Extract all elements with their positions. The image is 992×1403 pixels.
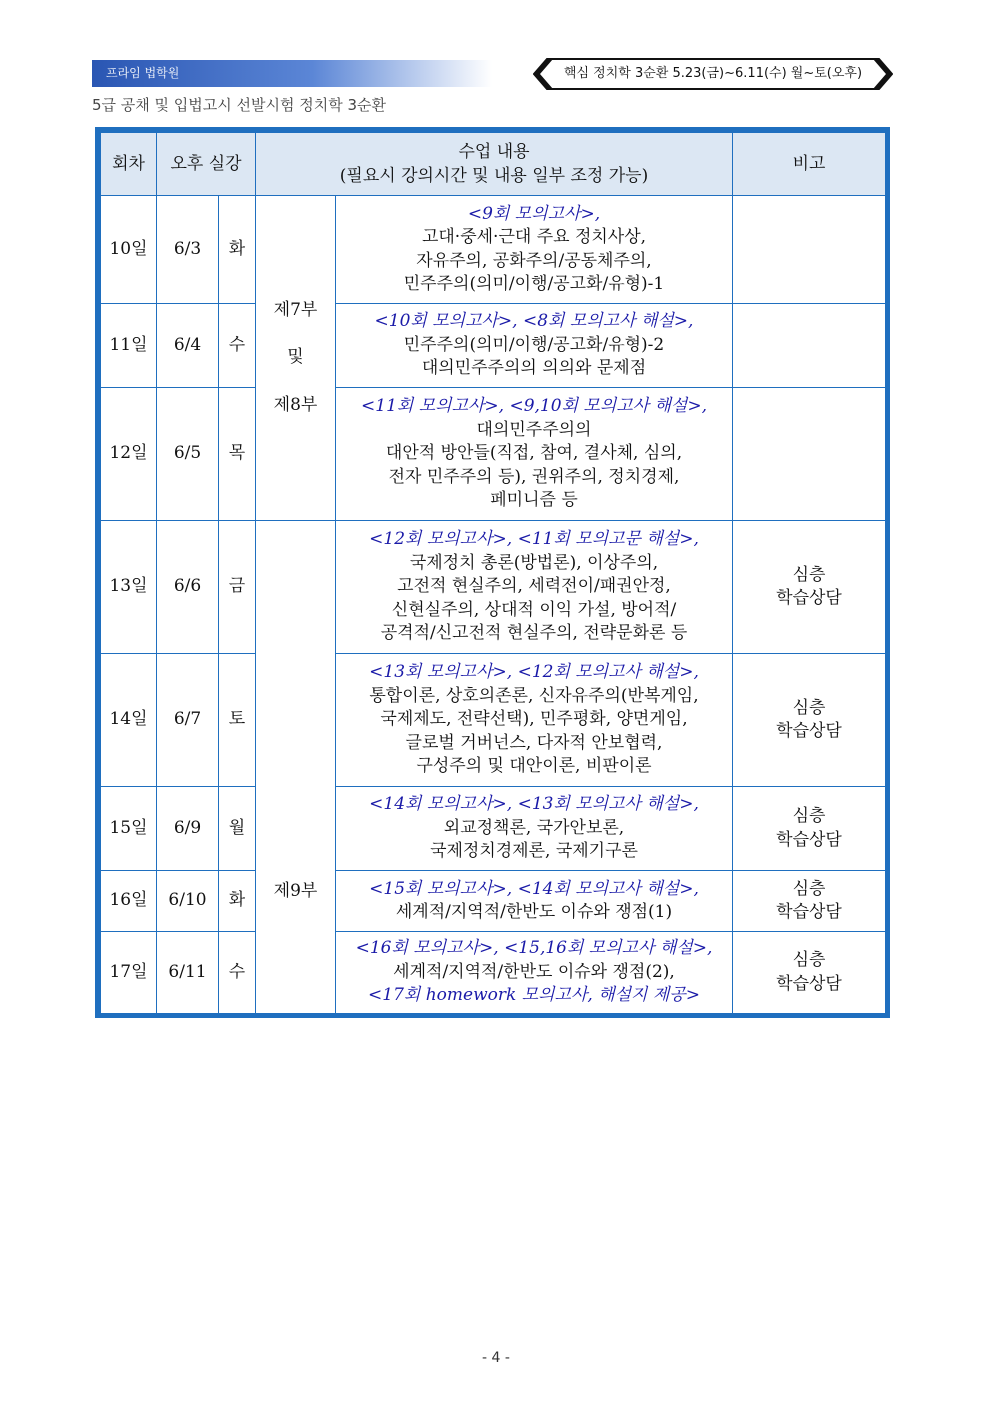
mock-exam-highlight: <14회 모의고사>, <13회 모의고사 해설>,	[369, 794, 699, 815]
note-cell	[733, 196, 886, 304]
note-line: 학습상담	[776, 721, 842, 741]
content-line: 민주주의(의미/이행/공고화/유형)-1	[403, 274, 665, 294]
group-cell-part9	[256, 521, 336, 1014]
note-cell	[733, 787, 886, 871]
note-cell	[733, 932, 886, 1014]
content-line: 신현실주의, 상대적 이익 가설, 방어적/	[391, 599, 677, 620]
schedule-table	[100, 132, 886, 1014]
header-session: 회차	[101, 133, 157, 196]
session-cell: 11일	[101, 304, 157, 388]
table-row	[101, 932, 886, 1014]
day-cell: 목	[219, 388, 256, 521]
header-content	[256, 133, 733, 196]
academy-brand-name: 프라임 법학원	[106, 66, 180, 80]
date-cell: 6/3	[157, 196, 219, 304]
day-cell: 화	[219, 196, 256, 304]
day-cell: 토	[219, 654, 256, 787]
group-line: 제7부	[273, 299, 318, 320]
mock-exam-highlight: <12회 모의고사>, <11회 모의고문 해설>,	[369, 529, 699, 550]
mock-exam-highlight: <9회 모의고사>,	[467, 203, 601, 224]
note-line: 심층	[792, 878, 826, 899]
content-line: 대안적 방안들(직접, 참여, 결사체, 심의,	[385, 443, 683, 464]
content-cell	[336, 388, 733, 521]
day-cell: 수	[219, 932, 256, 1014]
content-line: 국제정치경제론, 국제기구론	[430, 841, 638, 862]
date-cell: 6/11	[157, 932, 219, 1014]
header-content-line2: (필요시 강의시간 및 내용 일부 조정 가능)	[339, 166, 649, 186]
header-content-line1: 수업 내용	[458, 142, 530, 162]
academy-brand-banner	[92, 60, 492, 87]
note-line: 심층	[792, 806, 826, 826]
note-cell	[733, 304, 886, 388]
content-cell	[336, 304, 733, 388]
content-line: 자유주의, 공화주의/공동체주의,	[416, 250, 652, 271]
content-line: 고전적 현실주의, 세력전이/패권안정,	[397, 576, 671, 597]
mock-exam-highlight: <10회 모의고사>, <8회 모의고사 해설>,	[374, 311, 694, 332]
course-tag	[533, 58, 893, 90]
content-line: 대의민주주의의	[476, 419, 592, 440]
group-cell-part7-8	[256, 196, 336, 521]
content-line: 국제정치 총론(방법론), 이상주의,	[409, 552, 659, 573]
content-line: 글로벌 거버넌스, 다자적 안보협력,	[405, 732, 663, 753]
group-line: 제8부	[273, 394, 318, 415]
note-line: 심층	[792, 697, 826, 718]
content-cell	[336, 787, 733, 871]
date-cell: 6/9	[157, 787, 219, 871]
session-cell: 17일	[101, 932, 157, 1014]
note-line: 학습상담	[776, 902, 842, 922]
session-cell: 16일	[101, 871, 157, 932]
note-cell	[733, 871, 886, 932]
table-row	[101, 787, 886, 871]
content-line: 전자 민주주의 등), 권위주의, 정치경제,	[388, 466, 680, 487]
date-cell: 6/7	[157, 654, 219, 787]
note-cell	[733, 521, 886, 654]
content-cell	[336, 654, 733, 787]
mock-exam-highlight: <16회 모의고사>, <15,16회 모의고사 해설>,	[355, 938, 713, 959]
header-note: 비고	[733, 133, 886, 196]
content-line: 고대·중세·근대 주요 정치사상,	[421, 227, 647, 247]
header-schedule: 오후 실강	[157, 133, 256, 196]
table-header-row	[101, 133, 886, 196]
content-line: 구성주의 및 대안이론, 비판이론	[416, 756, 652, 777]
day-cell: 화	[219, 871, 256, 932]
content-line: 대의민주주의의 의의와 문제점	[421, 358, 647, 379]
session-cell: 14일	[101, 654, 157, 787]
content-line: 세계적/지역적/한반도 이슈와 쟁점(2),	[393, 961, 675, 982]
content-cell	[336, 521, 733, 654]
day-cell: 수	[219, 304, 256, 388]
homework-highlight: <17회 homework 모의고사, 해설지 제공>	[368, 985, 700, 1006]
course-tag-text: 핵심 정치학 3순환 5.23(금)~6.11(수) 월~토(오후)	[563, 66, 863, 81]
content-line: 국제제도, 전략선택), 민주평화, 양면게임,	[380, 709, 688, 730]
mock-exam-highlight: <15회 모의고사>, <14회 모의고사 해설>,	[369, 878, 699, 899]
content-line: 페미니즘 등	[490, 490, 578, 511]
day-cell: 월	[219, 787, 256, 871]
content-cell	[336, 196, 733, 304]
page-number: - 4 -	[482, 1350, 510, 1366]
group-line: 및	[287, 347, 304, 368]
table-row	[101, 304, 886, 388]
content-line: 민주주의(의미/이행/공고화/유형)-2	[403, 334, 665, 355]
table-row	[101, 654, 886, 787]
group-line: 제9부	[273, 881, 318, 902]
day-cell: 금	[219, 521, 256, 654]
table-row	[101, 388, 886, 521]
note-line: 학습상담	[776, 588, 842, 608]
mock-exam-highlight: <11회 모의고사>, <9,10회 모의고사 해설>,	[361, 396, 707, 417]
table-row	[101, 521, 886, 654]
date-cell: 6/5	[157, 388, 219, 521]
note-line: 학습상담	[776, 973, 842, 994]
session-cell: 10일	[101, 196, 157, 304]
content-cell	[336, 871, 733, 932]
content-cell	[336, 932, 733, 1014]
note-line: 학습상담	[776, 829, 842, 850]
note-line: 심층	[792, 950, 826, 970]
date-cell: 6/10	[157, 871, 219, 932]
mock-exam-highlight: <13회 모의고사>, <12회 모의고사 해설>,	[369, 662, 699, 683]
note-line: 심층	[792, 564, 826, 585]
schedule-table-frame	[95, 127, 890, 1018]
content-line: 외교정책론, 국가안보론,	[443, 817, 625, 838]
session-cell: 15일	[101, 787, 157, 871]
content-line: 세계적/지역적/한반도 이슈와 쟁점(1)	[395, 902, 673, 922]
date-cell: 6/6	[157, 521, 219, 654]
table-row	[101, 196, 886, 304]
content-line: 공격적/신고전적 현실주의, 전략문화론 등	[380, 623, 688, 644]
table-row	[101, 871, 886, 932]
date-cell: 6/4	[157, 304, 219, 388]
content-line: 통합이론, 상호의존론, 신자유주의(반복게임,	[369, 685, 699, 706]
page-subtitle: 5급 공채 및 입법고시 선발시험 정치학 3순환	[92, 96, 387, 114]
session-cell: 13일	[101, 521, 157, 654]
session-cell: 12일	[101, 388, 157, 521]
note-cell	[733, 388, 886, 521]
note-cell	[733, 654, 886, 787]
